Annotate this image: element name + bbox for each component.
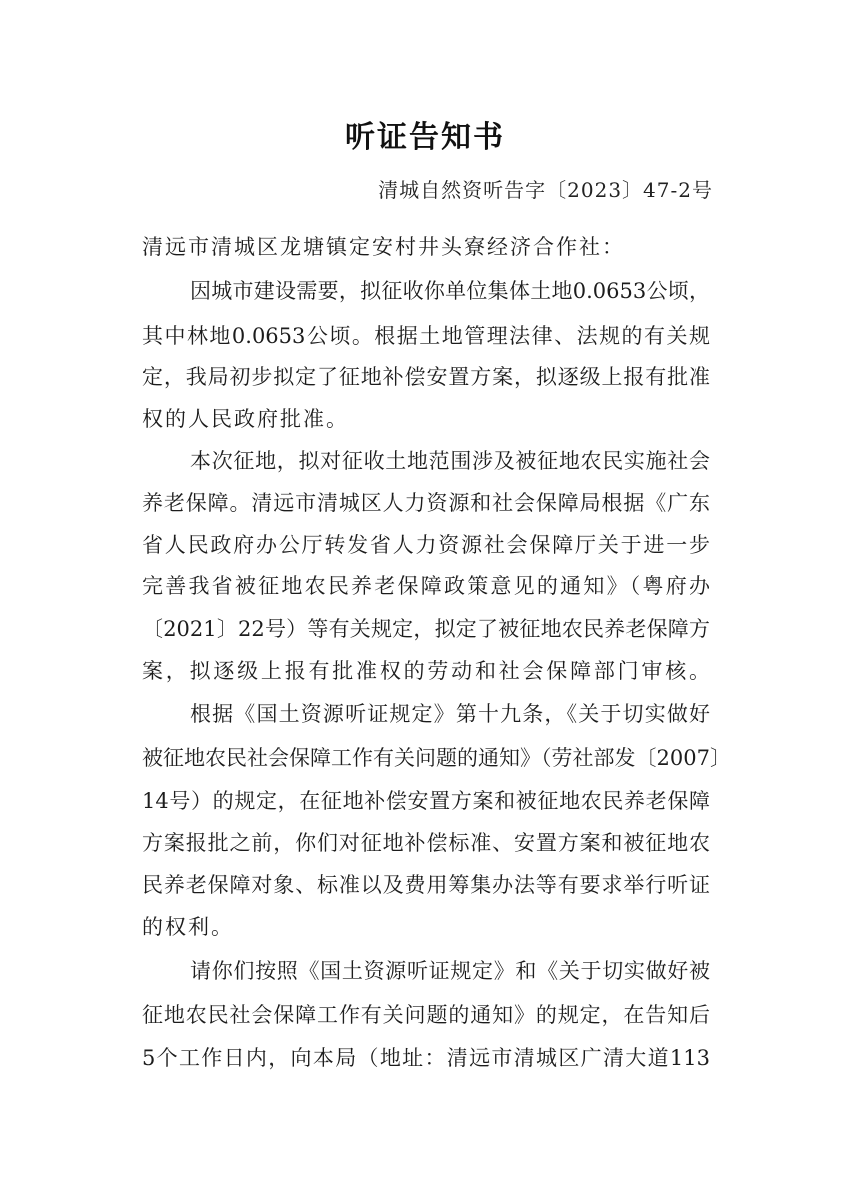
paragraph-line: 因城市建设需要，拟征收你单位集体土地0.0653公顷， <box>190 279 710 303</box>
paragraph-line: 被征地农民社会保障工作有关问题的通知》（劳社部发〔2007〕 <box>142 746 731 770</box>
paragraph-line: 的权利。 <box>142 915 234 939</box>
paragraph-line: 权的人民政府批准。 <box>142 407 349 431</box>
paragraph-line: 征地农民社会保障工作有关问题的通知》的规定，在告知后 <box>142 1003 710 1027</box>
paragraph-line: 省人民政府办公厅转发省人力资源社会保障厅关于进一步 <box>142 533 710 557</box>
document-title: 听证告知书 <box>345 120 505 155</box>
paragraph-line: 民养老保障对象、标准以及费用筹集办法等有要求举行听证 <box>142 873 710 897</box>
salutation: 清远市清城区龙塘镇定安村井头寮经济合作社： <box>142 235 625 259</box>
paragraph-line: 养老保障。清远市清城区人力资源和社会保障局根据《广东 <box>142 491 710 515</box>
paragraph-line: 完善我省被征地农民养老保障政策意见的通知》（粤府办 <box>142 574 710 598</box>
paragraph-line: 5个工作日内，向本局（地址：清远市清城区广清大道113 <box>142 1046 710 1070</box>
paragraph-line: 请你们按照《国土资源听证规定》和《关于切实做好被 <box>190 959 710 983</box>
paragraph-line: 其中林地0.0653公顷。根据土地管理法律、法规的有关规 <box>142 324 710 348</box>
paragraph-line: 本次征地，拟对征收土地范围涉及被征地农民实施社会 <box>190 449 710 473</box>
paragraph-line: 定，我局初步拟定了征地补偿安置方案，拟逐级上报有批准 <box>142 365 710 389</box>
paragraph-line: 根据《国土资源听证规定》第十九条，《关于切实做好 <box>190 702 710 726</box>
paragraph-line: 方案报批之前，你们对征地补偿标准、安置方案和被征地农 <box>142 831 710 855</box>
document-number: 清城自然资听告字〔2023〕47-2号 <box>378 178 713 202</box>
paragraph-line: 案，拟逐级上报有批准权的劳动和社会保障部门审核。 <box>142 659 710 683</box>
paragraph-line: 14号）的规定，在征地补偿安置方案和被征地农民养老保障 <box>142 789 710 813</box>
paragraph-line: 〔2021〕22号）等有关规定，拟定了被征地农民养老保障方 <box>142 617 710 641</box>
